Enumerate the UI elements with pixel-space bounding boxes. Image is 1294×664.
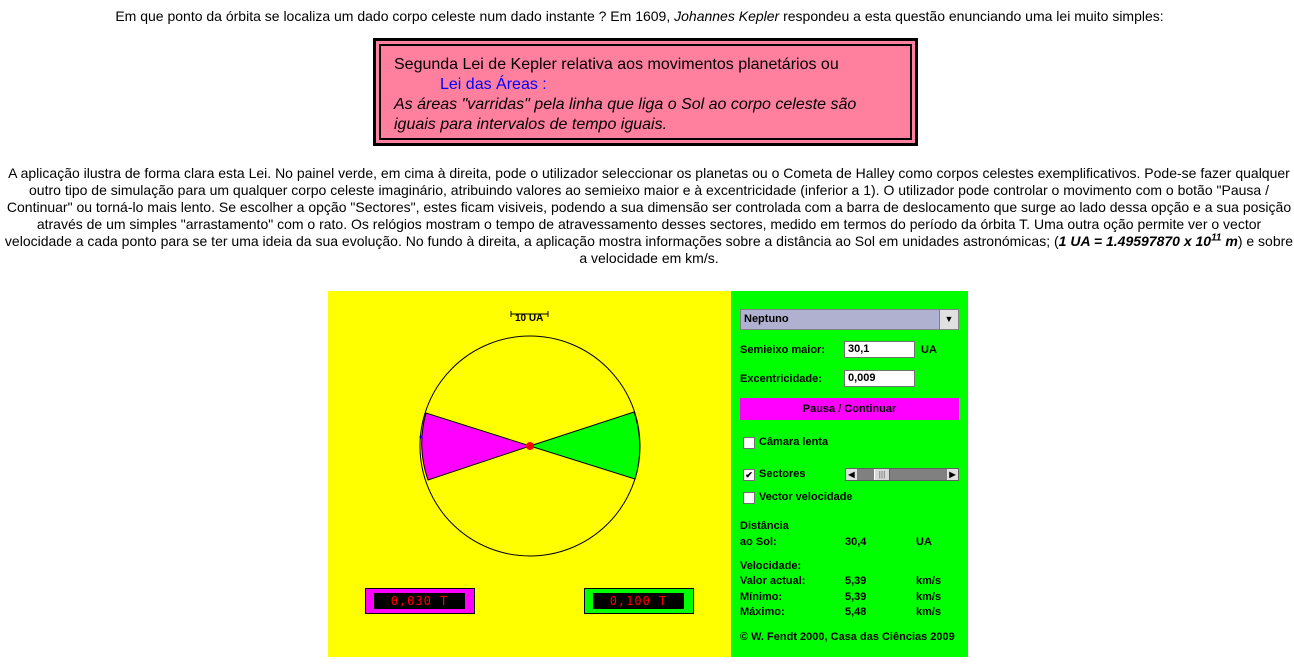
law-title: Segunda Lei de Kepler relativa aos movimentos planetários ou (394, 56, 839, 73)
excentricidade-input[interactable]: 0,009 (844, 370, 915, 387)
law-statement-line2: iguais para intervalos de tempo iguais. (394, 116, 668, 133)
sectores-checkbox[interactable]: ✔ (743, 469, 755, 481)
pause-continue-button[interactable]: Pausa / Continuar (740, 398, 959, 420)
maximo-label: Máximo: (740, 606, 785, 618)
distancia-unit: UA (916, 536, 932, 548)
intro-text (0, 8, 1279, 25)
semieixo-label: Semieixo maior: (740, 344, 825, 356)
description-paragraph (4, 165, 1294, 267)
sectores-label[interactable]: Sectores (759, 468, 806, 480)
clock-right-display: 0,100 T (593, 593, 684, 609)
velocidade-label: Velocidade: (740, 560, 802, 572)
law-box (373, 38, 918, 146)
scroll-right-arrow-icon[interactable]: ▶ (947, 469, 958, 480)
scroll-left-arrow-icon[interactable]: ◀ (846, 469, 857, 480)
clock-left-display: 0,030 T (374, 593, 465, 609)
semieixo-unit: UA (921, 344, 937, 356)
camara-lenta-checkbox[interactable] (743, 437, 755, 449)
vector-velocidade-label[interactable]: Vector velocidade (759, 491, 853, 503)
right-sector[interactable] (530, 412, 640, 479)
minimo-label: Mínimo: (740, 591, 783, 603)
planet-select[interactable] (740, 309, 959, 330)
vector-velocidade-checkbox[interactable] (743, 492, 755, 504)
sector-size-scrollbar[interactable] (845, 468, 959, 481)
camara-lenta-label[interactable]: Câmara lenta (759, 436, 829, 448)
law-statement-line1: As áreas "varridas" pela linha que liga o Sol ao corpo celeste são (394, 96, 857, 113)
planet-body (420, 436, 423, 439)
semieixo-input[interactable]: 30,1 (844, 341, 915, 358)
law-content (394, 55, 856, 135)
control-panel (731, 291, 968, 657)
minimo-unit: km/s (916, 591, 942, 603)
minimo-value: 5,39 (845, 591, 867, 603)
maximo-value: 5,48 (845, 606, 867, 618)
clock-left-sector (365, 588, 475, 614)
distancia-label-line2: ao Sol: (740, 536, 777, 548)
intro-after: respondeu a esta questão enunciando uma lei muito simples: (779, 8, 1164, 24)
copyright-text: © W. Fendt 2000, Casa das Ciências 2009 (740, 631, 955, 643)
description-text: A aplicação ilustra de forma clara esta Lei. No painel verde, em cima à direita, pode o utilizador seleccionar os planetas ou o Cometa de Halley como corpos celestes exemplificativos. Pode-se fazer qualquer outro tipo de simulação para um qualquer corpo celeste imaginário, atribuindo valores ao semieixo maior e à excentricidade (inferior a 1). O utilizador pode controlar o movimento com o botão "Pausa / Continuar" ou torná-lo mais lento. Se escolher a opção "Sectores", estes ficam visiveis, podendo a sua dimensão ser controlada com a barra de deslocamento que surge ao lado dessa opção e a sua posição através de um simples "arrastamento" com o rato. Os relógios mostram o tempo de atravessamento desses sectores, medido em termos do período da órbita T. Uma outra oção permite ver o vector velocidade a cada ponto para se ter uma ideia da sua evolução. No fundo à direita, a aplicação mostra informações sobre a distância ao Sol em unidades astronómicas; ( (4, 165, 1292, 249)
scroll-thumb[interactable]: ||| (874, 469, 890, 480)
chevron-down-icon[interactable]: ▼ (939, 310, 958, 329)
orbit-canvas[interactable] (328, 291, 731, 657)
valor-actual-unit: km/s (916, 575, 942, 587)
au-formula-unit: m (1221, 233, 1238, 249)
valor-actual-label: Valor actual: (740, 575, 806, 587)
intro-before: Em que ponto da órbita se localiza um dado corpo celeste num dado instante ? Em 1609, (115, 8, 675, 24)
description-tail: ) e sobre a velocidade em km/s. (579, 233, 1294, 266)
kepler-applet (328, 291, 968, 657)
maximo-unit: km/s (916, 606, 942, 618)
valor-actual-value: 5,39 (845, 575, 867, 587)
distancia-value: 30,4 (845, 536, 867, 548)
kepler-name: Johannes Kepler (674, 8, 780, 24)
distancia-label: Distância (740, 520, 789, 532)
au-formula: 1 UA = 1.49597870 x 10 (1058, 233, 1212, 249)
clock-right-sector (584, 588, 694, 614)
au-formula-exponent: 11 (1211, 232, 1222, 244)
excentricidade-label: Excentricidade: (740, 373, 822, 385)
left-sector[interactable] (422, 413, 530, 480)
sun (526, 442, 534, 450)
law-name: Lei das Áreas : (440, 76, 547, 93)
planet-select-value: Neptuno (744, 313, 789, 325)
scale-label: 10 UA (515, 313, 544, 324)
